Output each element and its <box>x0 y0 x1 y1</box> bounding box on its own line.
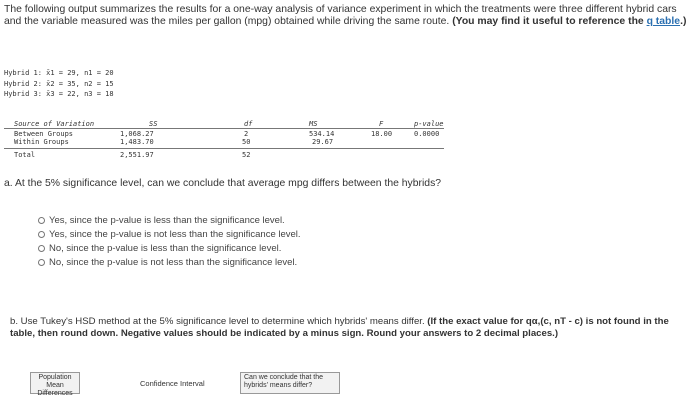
col-header-conclusion: Can we conclude that the hybrids' means differ? <box>240 372 340 394</box>
row-within-ss: 1,483.70 <box>120 138 154 146</box>
header-source: Source of Variation <box>14 120 95 128</box>
option-no-less[interactable] <box>38 243 281 254</box>
intro-text: The following output summarizes the results for a one-way analysis of variance experiment in which the treatments were three different hybrid cars and the variable measured was the miles per gallon (mpg) obtained while driving the same route. <box>4 4 677 27</box>
header-f: F <box>379 120 384 128</box>
radio-button[interactable] <box>38 231 45 238</box>
intro-bold-prefix: (You may find it useful to reference the <box>452 16 647 27</box>
hybrid-1-stats: Hybrid 1: x̄1 = 29, n1 = 20 <box>4 69 114 77</box>
anova-total-rule <box>4 148 444 149</box>
row-between-ms: 534.14 <box>309 130 335 138</box>
option-yes-not-less[interactable] <box>38 229 301 240</box>
col-header-mean-differences: Population Mean Differences <box>30 372 80 394</box>
row-within-ms: 29.67 <box>312 138 334 146</box>
row-total-df: 52 <box>242 151 251 159</box>
header-df: df <box>244 120 253 128</box>
question-b-text: b. Use Tukey's HSD method at the 5% significance level to determine which hybrids' means differ. <box>10 316 425 327</box>
hybrid-2-stats: Hybrid 2: x̄2 = 35, n2 = 15 <box>4 79 114 88</box>
radio-button[interactable] <box>38 217 45 224</box>
header-ms: MS <box>309 120 318 128</box>
option-label: No, since the p-value is not less than the significance level. <box>49 257 298 268</box>
row-within-source: Within Groups <box>14 138 69 146</box>
option-no-not-less[interactable] <box>38 257 297 268</box>
question-a: a. At the 5% significance level, can we conclude that average mpg differs between the hybrids? <box>4 178 442 189</box>
row-total-source: Total <box>14 151 36 159</box>
anova-table <box>4 120 604 166</box>
radio-button[interactable] <box>38 245 45 252</box>
problem-intro <box>4 4 694 28</box>
row-between-source: Between Groups <box>14 130 74 138</box>
option-label: Yes, since the p-value is not less than the significance level. <box>49 229 301 240</box>
intro-bold-suffix: .) <box>680 16 687 27</box>
question-b <box>10 316 690 340</box>
radio-button[interactable] <box>38 259 45 266</box>
row-total-ss: 2,551.97 <box>120 151 154 159</box>
row-between-df: 2 <box>244 130 249 138</box>
option-label: Yes, since the p-value is less than the significance level. <box>49 215 285 226</box>
row-between-f: 18.00 <box>371 130 393 138</box>
row-between-ss: 1,068.27 <box>120 130 154 138</box>
row-between-p: 0.0000 <box>414 130 440 138</box>
header-ss: SS <box>149 120 158 128</box>
q-table-link[interactable]: q table <box>646 16 681 27</box>
hybrid-3-stats: Hybrid 3: x̄3 = 22, n3 = 18 <box>4 90 114 98</box>
option-label: No, since the p-value is less than the significance level. <box>49 243 282 254</box>
hybrid-summary <box>4 68 114 100</box>
header-p: p-value <box>414 120 444 128</box>
question-b-instructions: (If the exact value for qα,(c, nT - c) is not found in the table, then round down. Negative values should be indicated by a minus sign. Round your answers to 2 decimal places.) <box>10 316 669 339</box>
option-yes-less[interactable] <box>38 215 285 226</box>
anova-header-rule <box>4 128 444 129</box>
col-header-confidence-interval: Confidence Interval <box>140 379 205 388</box>
row-within-df: 50 <box>242 138 251 146</box>
